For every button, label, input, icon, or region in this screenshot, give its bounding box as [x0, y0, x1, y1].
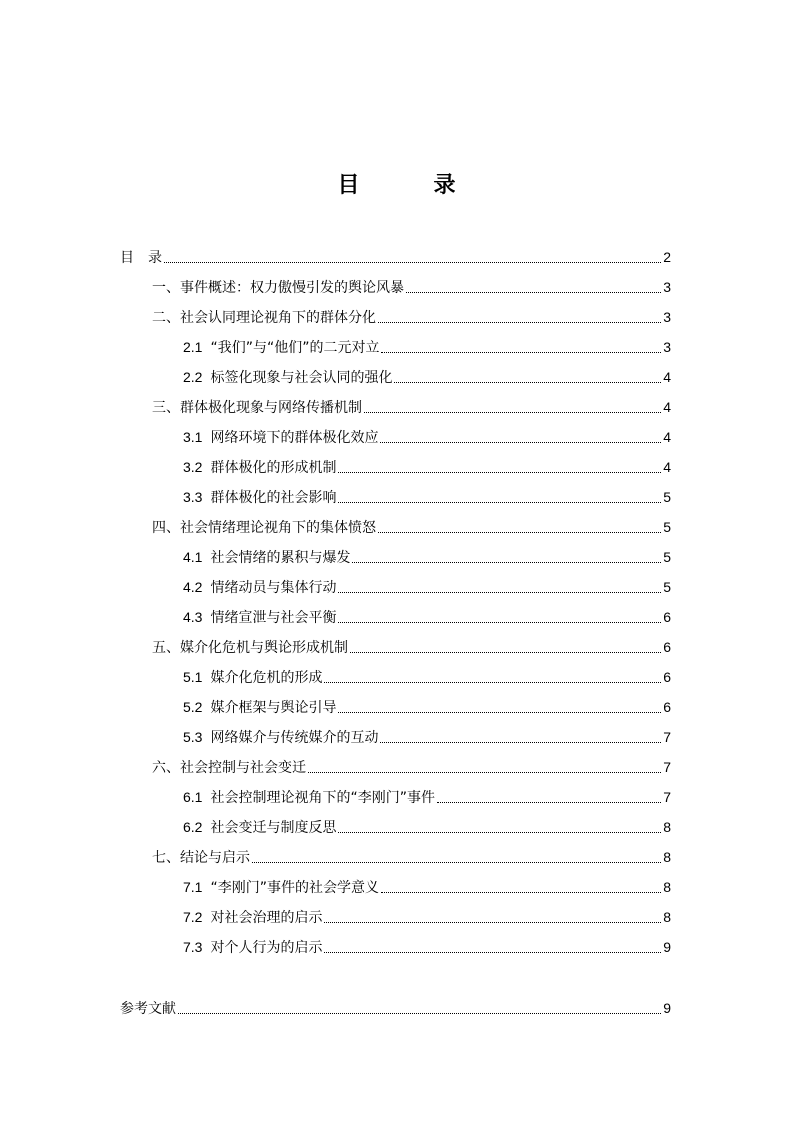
toc-entry-label: 三、群体极化现象与网络传播机制	[152, 400, 362, 416]
toc-entry-label: 社会控制理论视角下的“李刚门”事件	[210, 790, 435, 806]
toc-leader-dots	[324, 921, 661, 923]
toc-section-number: 2.1	[183, 339, 203, 355]
toc-entry-7-1[interactable]	[183, 875, 671, 899]
toc-entry-label: 对社会治理的启示	[210, 910, 323, 926]
toc-page-number: 5	[663, 579, 671, 595]
toc-entry-4-1[interactable]	[183, 545, 671, 569]
toc-page-number: 3	[663, 309, 671, 325]
toc-leader-dots	[338, 471, 661, 473]
toc-leader-dots	[378, 321, 661, 323]
toc-section-number: 4.1	[183, 549, 203, 565]
toc-leader-dots	[164, 261, 661, 263]
toc-entry-label: 群体极化的形成机制	[210, 460, 337, 476]
toc-entry-label: 情绪宣泄与社会平衡	[210, 610, 337, 626]
toc-page-number: 4	[663, 429, 671, 445]
toc-entry-5-2[interactable]	[183, 695, 671, 719]
toc-page-number: 4	[663, 459, 671, 475]
toc-leader-dots	[380, 441, 661, 443]
toc-entry-toc[interactable]	[120, 245, 671, 269]
toc-page-number: 8	[663, 849, 671, 865]
toc-leader-dots	[178, 1012, 661, 1014]
toc-leader-dots	[324, 951, 661, 953]
toc-entry-references[interactable]	[120, 996, 671, 1020]
toc-leader-dots	[338, 831, 661, 833]
toc-section-number: 5.1	[183, 669, 203, 685]
toc-entry-7-2[interactable]	[183, 905, 671, 929]
toc-entry-label: 情绪动员与集体行动	[210, 580, 337, 596]
toc-page-number: 5	[663, 519, 671, 535]
toc-section-number: 3.2	[183, 459, 203, 475]
toc-entry-5-1[interactable]	[183, 665, 671, 689]
toc-leader-dots	[252, 861, 661, 863]
toc-section-number: 5.3	[183, 729, 203, 745]
toc-section-number: 6.1	[183, 789, 203, 805]
toc-page-number: 3	[663, 339, 671, 355]
toc-entry-label: 二、社会认同理论视角下的群体分化	[152, 310, 376, 326]
toc-entry-5-3[interactable]	[183, 725, 671, 749]
toc-entry-label: 社会情绪的累积与爆发	[210, 550, 351, 566]
toc-entry-label: 一、事件概述：权力傲慢引发的舆论风暴	[152, 280, 404, 296]
toc-entry-label: “我们”与“他们”的二元对立	[210, 340, 380, 356]
toc-section-number: 5.2	[183, 699, 203, 715]
toc-entry-label: “李刚门”事件的社会学意义	[210, 880, 379, 896]
toc-entry-section-7[interactable]	[152, 845, 671, 869]
toc-entry-3-2[interactable]	[183, 455, 671, 479]
toc-leader-dots	[338, 501, 661, 503]
toc-leader-dots	[378, 531, 661, 533]
toc-section-number: 4.3	[183, 609, 203, 625]
toc-section-number: 7.3	[183, 939, 203, 955]
toc-entry-3-3[interactable]	[183, 485, 671, 509]
toc-page-number: 8	[663, 819, 671, 835]
toc-entry-label: 四、社会情绪理论视角下的集体愤怒	[152, 520, 376, 536]
toc-entry-2-2[interactable]	[183, 365, 671, 389]
toc-leader-dots	[338, 591, 661, 593]
toc-page-number: 2	[663, 249, 671, 265]
toc-entry-label: 群体极化的社会影响	[210, 490, 337, 506]
toc-leader-dots	[437, 801, 661, 803]
toc-entry-label: 目 录	[120, 250, 162, 266]
toc-entry-section-2[interactable]	[152, 305, 671, 329]
toc-entry-section-4[interactable]	[152, 515, 671, 539]
toc-section-number: 4.2	[183, 579, 203, 595]
toc-entry-section-3[interactable]	[152, 395, 671, 419]
toc-leader-dots	[350, 651, 661, 653]
toc-leader-dots	[338, 711, 661, 713]
toc-entry-label: 网络媒介与传统媒介的互动	[210, 730, 379, 746]
toc-entry-label: 六、社会控制与社会变迁	[152, 760, 306, 776]
page-title: 目 录	[337, 173, 482, 198]
toc-page-number: 6	[663, 669, 671, 685]
toc-page-number: 6	[663, 699, 671, 715]
toc-entry-4-3[interactable]	[183, 605, 671, 629]
toc-section-number: 7.2	[183, 909, 203, 925]
toc-entry-6-2[interactable]	[183, 815, 671, 839]
toc-leader-dots	[364, 411, 661, 413]
toc-page-number: 3	[663, 279, 671, 295]
toc-leader-dots	[380, 741, 661, 743]
toc-section-number: 6.2	[183, 819, 203, 835]
toc-entry-label: 社会变迁与制度反思	[210, 820, 337, 836]
toc-entry-label: 媒介化危机的形成	[210, 670, 323, 686]
toc-entry-section-1[interactable]	[152, 275, 671, 299]
toc-page-number: 8	[663, 879, 671, 895]
toc-page-number: 4	[663, 399, 671, 415]
toc-entry-3-1[interactable]	[183, 425, 671, 449]
toc-page-number: 5	[663, 549, 671, 565]
toc-leader-dots	[381, 891, 661, 893]
toc-entry-label: 媒介框架与舆论引导	[210, 700, 337, 716]
toc-section-number: 2.2	[183, 369, 203, 385]
toc-page-number: 4	[663, 369, 671, 385]
toc-entry-label: 七、结论与启示	[152, 850, 250, 866]
toc-page-number: 6	[663, 639, 671, 655]
toc-section-number: 3.1	[183, 429, 203, 445]
toc-leader-dots	[381, 351, 661, 353]
toc-page-number: 7	[663, 789, 671, 805]
toc-entry-4-2[interactable]	[183, 575, 671, 599]
toc-section-number: 3.3	[183, 489, 203, 505]
toc-page-number: 7	[663, 759, 671, 775]
toc-entry-6-1[interactable]	[183, 785, 671, 809]
toc-leader-dots	[308, 771, 661, 773]
toc-page-number: 7	[663, 729, 671, 745]
toc-entry-label: 标签化现象与社会认同的强化	[210, 370, 393, 386]
toc-page-number: 8	[663, 909, 671, 925]
toc-page-number: 5	[663, 489, 671, 505]
toc-leader-dots	[338, 621, 661, 623]
toc-page-number: 9	[663, 1000, 671, 1016]
toc-leader-dots	[394, 381, 661, 383]
toc-entry-label: 对个人行为的启示	[210, 940, 323, 956]
toc-entry-label: 五、媒介化危机与舆论形成机制	[152, 640, 348, 656]
toc-leader-dots	[352, 561, 661, 563]
toc-entry-2-1[interactable]	[183, 335, 671, 359]
toc-page-number: 9	[663, 939, 671, 955]
toc-leader-dots	[406, 291, 661, 293]
toc-page-number: 6	[663, 609, 671, 625]
toc-leader-dots	[324, 681, 661, 683]
toc-section-number: 7.1	[183, 879, 203, 895]
toc-entry-section-6[interactable]	[152, 755, 671, 779]
toc-entry-7-3[interactable]	[183, 935, 671, 959]
toc-entry-label: 网络环境下的群体极化效应	[210, 430, 379, 446]
toc-entry-label: 参考文献	[120, 1001, 176, 1017]
toc-entry-section-5[interactable]	[152, 635, 671, 659]
